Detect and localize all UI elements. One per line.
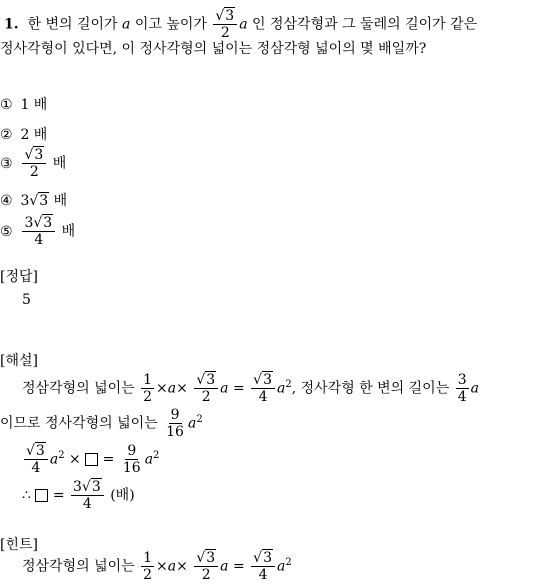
blank-box [85, 453, 98, 466]
choice-4[interactable]: ④ 3√3 배 [0, 193, 68, 209]
hint-line: 정삼각형의 넓이는 $\frac{1}{2}$ ×a× $\frac{√3}{2}$ a = $\frac{√3}{4}$ $a^2$ [22, 550, 292, 583]
question-text-1: 한 변의 길이가 [27, 16, 118, 33]
hint-label: [힌트] [0, 537, 38, 553]
answer-value: 5 [22, 292, 31, 308]
answer-label: [정답] [0, 269, 38, 285]
question-text-3: 인 정삼각형과 그 둘레의 길이가 같은 [252, 16, 478, 33]
explanation-line-3: $\frac{√3}{4}$ $a^2$ × = $\frac{9}{16}$ $a^2$ [26, 443, 160, 476]
explanation-line-2: 이므로 정사각형의 넓이는 $\frac{9}{16}$ $a^2$ [0, 407, 203, 440]
explanation-label: [해설] [0, 353, 38, 369]
blank-box-2 [35, 489, 48, 502]
choice-1[interactable]: ① 1 배 [0, 97, 48, 113]
explanation-line-1: 정삼각형의 넓이는 $\frac{1}{2}$ ×a× $\frac{√3}{2}$ a = $\frac{√3}{4}$ $a^2$, 정사각형 한 변의 길이는 $\frac{3}{4}$ a [22, 372, 479, 405]
choice-5[interactable]: ⑤ $\frac{3√3}{4}$ 배 [0, 215, 76, 248]
question-line-1: 1. 한 변의 길이가 a 이고 높이가 $\frac{√3}{2}$ a 인 정삼각형과 그 둘레의 길이가 같은 [4, 8, 478, 41]
question-line-2: 정사각형이 있다면, 이 정사각형의 넓이는 정삼각형 넓이의 몇 배일까? [0, 41, 427, 57]
question-text-2: 이고 높이가 [134, 16, 207, 33]
choice-2[interactable]: ② 2 배 [0, 127, 48, 143]
explanation-line-4: ∴ = $\frac{3√3}{4}$ (배) [22, 479, 135, 512]
var-a: a [122, 16, 131, 33]
question-number: 1. [4, 16, 19, 33]
choice-3[interactable]: ③ $\frac{√3}{2}$ 배 [0, 147, 67, 180]
height-fraction: $\frac{√3}{2}$ [213, 8, 237, 41]
